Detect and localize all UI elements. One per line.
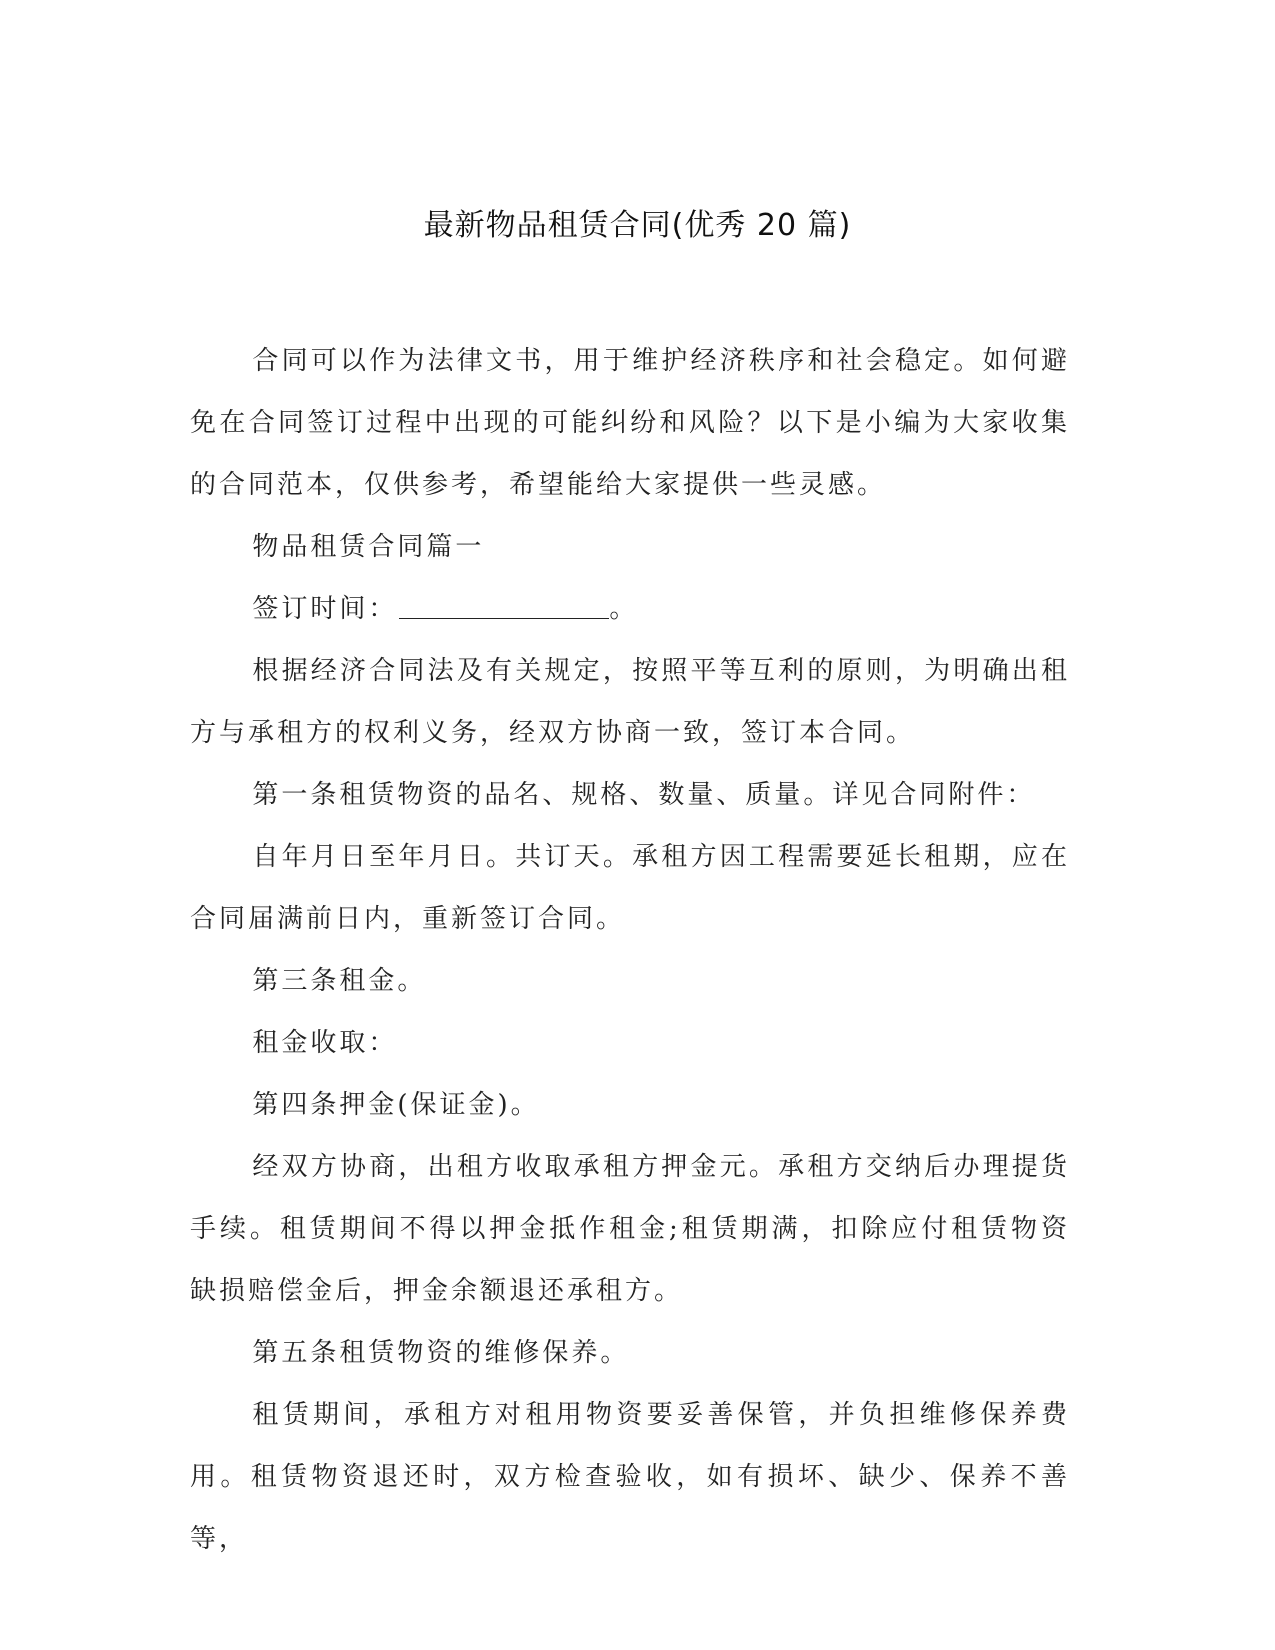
deposit-paragraph: 经双方协商，出租方收取承租方押金元。承租方交纳后办理提货手续。租赁期间不得以押金抵作租金;租赁期满，扣除应付租赁物资缺损赔偿金后，押金余额退还承租方。 [190,1152,1070,1306]
signing-time-line [190,578,1070,640]
rent-collection: 租金收取： [252,1028,398,1058]
article-4: 第四条押金(保证金)。 [252,1090,540,1120]
intro-paragraph: 合同可以作为法律文书，用于维护经济秩序和社会稳定。如何避免在合同签订过程中出现的可能纠纷和风险？以下是小编为大家收集的合同范本，仅供参考，希望能给大家提供一些灵感。 [190,346,1070,500]
article-3: 第三条租金。 [252,966,427,996]
article-5: 第五条租赁物资的维修保养。 [252,1338,630,1368]
signing-time-blank [399,617,609,619]
maintenance-paragraph: 租赁期间，承租方对租用物资要妥善保管，并负担维修保养费用。租赁物资退还时，双方检查验收，如有损坏、缺少、保养不善等， [190,1400,1070,1554]
section-heading: 物品租赁合同篇一 [252,532,485,562]
preamble-paragraph: 根据经济合同法及有关规定，按照平等互利的原则，为明确出租方与承租方的权利义务，经双方协商一致，签订本合同。 [190,656,1070,748]
term-paragraph: 自年月日至年月日。共订天。承租方因工程需要延长租期，应在合同届满前日内，重新签订合同。 [190,842,1070,934]
article-1: 第一条租赁物资的品名、规格、数量、质量。详见合同附件： [252,780,1036,810]
document-title: 最新物品租赁合同(优秀 20 篇) [423,208,852,243]
document-body [190,330,1070,1570]
signing-time-suffix: 。 [609,594,639,624]
signing-time-label: 签订时间： [252,594,398,624]
